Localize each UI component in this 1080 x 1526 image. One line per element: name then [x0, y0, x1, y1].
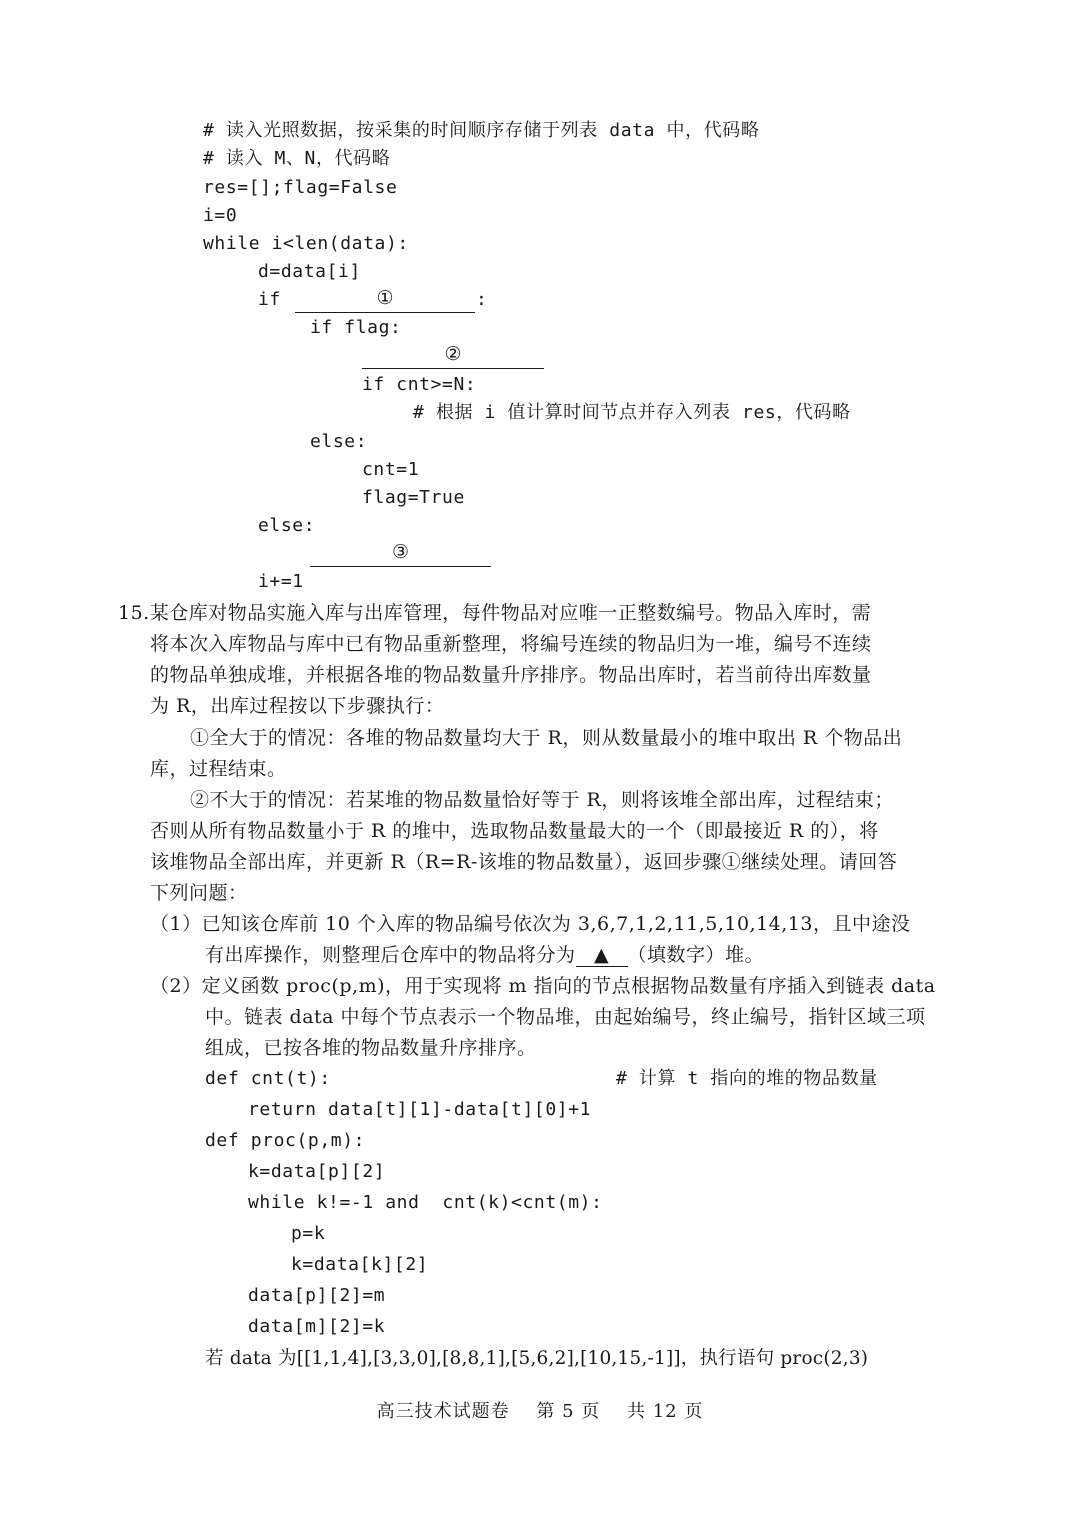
code-line-if-cnt: if cnt>=N:	[362, 374, 477, 395]
code-line-init-res: res=[];flag=False	[203, 177, 398, 198]
q15-rule-2-line-1: ②不大于的情况：若某堆的物品数量恰好等于 R，则将该堆全部出库，过程结束；	[190, 789, 894, 811]
q15-sub1-text-before: 有出库操作，则整理后仓库中的物品将分为	[205, 944, 576, 966]
code-line-increment: i+=1	[258, 571, 304, 592]
triangle-answer-marker: ▲	[576, 944, 628, 967]
code2-def-proc: def proc(p,m):	[205, 1130, 366, 1151]
q15-sub1-line-2	[205, 942, 764, 968]
footer-page-number: 第 5 页	[536, 1401, 601, 1422]
q15-text-line-1: 15.某仓库对物品实施入库与出库管理，每件物品对应唯一正整数编号。物品入库时，需	[118, 602, 872, 624]
code2-next-k: k=data[k][2]	[291, 1254, 429, 1275]
q15-sub2-data-example: 若 data 为[[1,1,4],[3,3,0],[8,8,1],[5,6,2],[10,15,-1]]，执行语句 proc(2,3)	[205, 1348, 869, 1369]
code-line-assign-d: d=data[i]	[258, 261, 361, 282]
code2-def-cnt: def cnt(t):	[205, 1068, 331, 1089]
code2-return: return data[t][1]-data[t][0]+1	[248, 1099, 592, 1120]
answer-blank-1: ①	[295, 286, 475, 313]
q15-rule-2-line-3: 该堆物品全部出库，并更新 R（R=R-该堆的物品数量），返回步骤①继续处理。请回答	[150, 851, 898, 873]
code2-assign-k: k=data[p][2]	[248, 1161, 386, 1182]
q15-rule-2-line-2: 否则从所有物品数量小于 R 的堆中，选取物品数量最大的一个（即最接近 R 的），将	[150, 820, 879, 842]
code-line-if-flag: if flag:	[310, 317, 402, 338]
code-comment-read-data: # 读入光照数据，按采集的时间顺序存储于列表 data 中，代码略	[203, 120, 760, 141]
footer-total-pages: 共 12 页	[627, 1401, 704, 1422]
q15-rule-2-line-4: 下列问题：	[150, 882, 248, 904]
code2-link-m: data[m][2]=k	[248, 1316, 386, 1337]
q15-sub1-text-after: （填数字）堆。	[627, 944, 765, 966]
code2-comment-cnt: # 计算 t 指向的堆的物品数量	[616, 1068, 878, 1089]
q15-sub2-line-1: （2）定义函数 proc(p,m)，用于实现将 m 指向的节点根据物品数量有序插入到链表 data	[150, 975, 936, 997]
code2-link-p: data[p][2]=m	[248, 1285, 386, 1306]
q15-text-line-3: 的物品单独成堆，并根据各堆的物品数量升序排序。物品出库时，若当前待出库数量	[150, 664, 872, 686]
q15-rule-1-line-1: ①全大于的情况：各堆的物品数量均大于 R，则从数量最小的堆中取出 R 个物品出	[190, 727, 903, 749]
code-line-else-inner: else:	[310, 431, 368, 452]
q15-text-line-2: 将本次入库物品与库中已有物品重新整理，将编号连续的物品归为一堆，编号不连续	[150, 633, 872, 655]
footer-title: 高三技术试题卷	[376, 1401, 510, 1422]
q15-sub2-line-2: 中。链表 data 中每个节点表示一个物品堆，由起始编号，终止编号，指针区域三项	[205, 1006, 926, 1028]
q15-sub1-line-1: （1）已知该仓库前 10 个入库的物品编号依次为 3,6,7,1,2,11,5,10,14,13，且中途没	[150, 913, 911, 935]
answer-blank-2: ②	[362, 342, 544, 369]
code-line-if: if	[258, 289, 281, 310]
code-line-flag-true: flag=True	[362, 487, 465, 508]
code-line-init-i: i=0	[203, 205, 238, 226]
page-footer	[0, 1400, 1080, 1424]
code2-assign-p: p=k	[291, 1223, 326, 1244]
code2-while: while k!=-1 and cnt(k)<cnt(m):	[248, 1192, 603, 1213]
answer-blank-3: ③	[310, 540, 491, 567]
code-line-else-outer: else:	[258, 515, 316, 536]
code-line-if-colon: :	[476, 289, 488, 310]
code-line-cnt-assign: cnt=1	[362, 459, 420, 480]
code-line-while: while i<len(data):	[203, 233, 409, 254]
code-comment-read-mn: # 读入 M、N，代码略	[203, 148, 391, 169]
q15-rule-1-line-2: 库，过程结束。	[150, 758, 287, 780]
code-comment-store-res: # 根据 i 值计算时间节点并存入列表 res，代码略	[413, 402, 851, 423]
q15-text-line-4: 为 R，出库过程按以下步骤执行：	[150, 695, 445, 717]
q15-sub2-line-3: 组成，已按各堆的物品数量升序排序。	[205, 1037, 537, 1059]
